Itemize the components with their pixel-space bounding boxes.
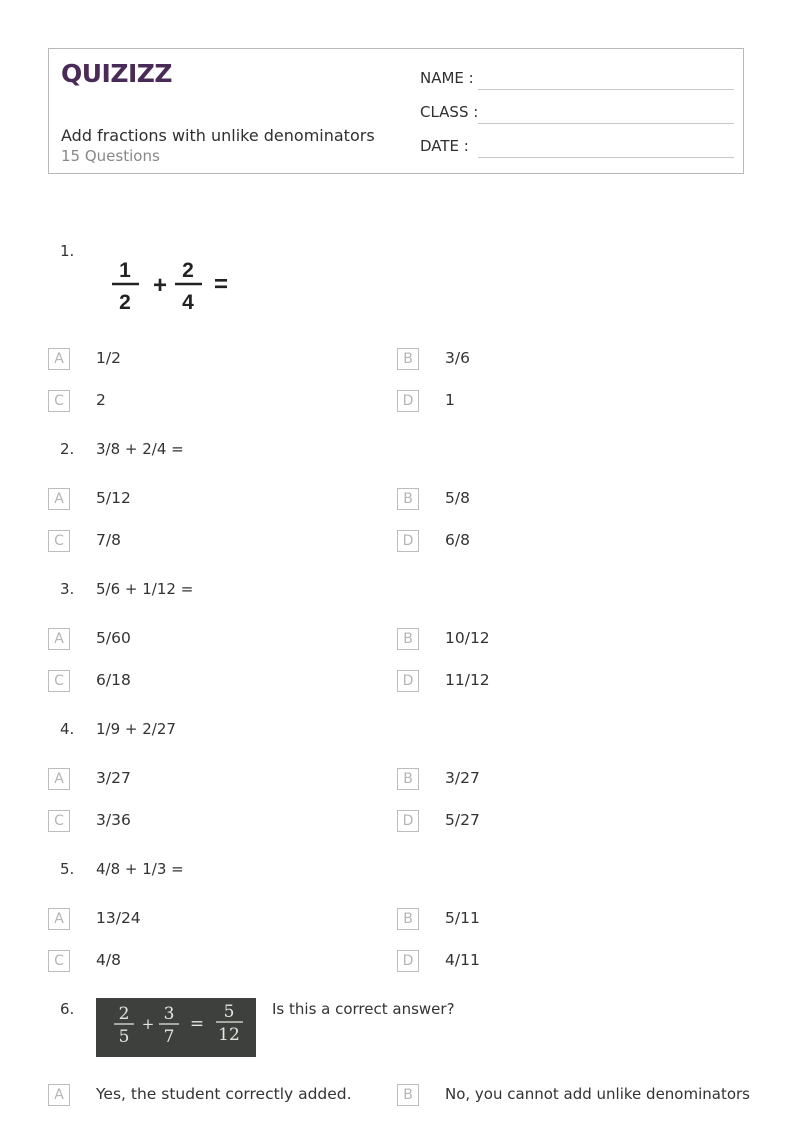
question-number: 2. <box>60 440 75 458</box>
question-number: 1. <box>60 242 75 260</box>
option-letter[interactable]: D <box>397 530 419 552</box>
question-number: 3. <box>60 580 75 598</box>
worksheet-title: Add fractions with unlike denominators <box>61 126 375 145</box>
question-count: 15 Questions <box>61 147 160 165</box>
option-text[interactable]: No, you cannot add unlike denominators <box>445 1085 750 1103</box>
option-letter[interactable]: D <box>397 810 419 832</box>
chalkboard-image <box>96 998 256 1057</box>
name-label: NAME : <box>420 69 474 87</box>
option-text[interactable]: 10/12 <box>445 629 490 647</box>
denominator-1: 2 <box>119 291 131 314</box>
option-text[interactable]: 1/2 <box>96 349 121 367</box>
option-text[interactable]: 2 <box>96 391 106 409</box>
question-number: 6. <box>60 1000 75 1018</box>
option-text[interactable]: 5/11 <box>445 909 480 927</box>
option-letter[interactable]: C <box>48 530 70 552</box>
chalk-denominator-3: 12 <box>218 1025 240 1045</box>
chalk-numerator-3: 5 <box>223 1002 235 1022</box>
question-text: Is this a correct answer? <box>272 1000 455 1018</box>
numerator-2: 2 <box>182 259 194 282</box>
option-text[interactable]: 3/6 <box>445 349 470 367</box>
option-letter[interactable]: C <box>48 810 70 832</box>
fraction-equation-image <box>108 257 238 315</box>
option-text[interactable]: 5/60 <box>96 629 131 647</box>
option-text[interactable]: 11/12 <box>445 671 490 689</box>
option-letter[interactable]: D <box>397 390 419 412</box>
option-letter[interactable]: A <box>48 628 70 650</box>
question-number: 4. <box>60 720 75 738</box>
option-text[interactable]: 1 <box>445 391 455 409</box>
chalk-equals: = <box>189 1014 205 1034</box>
question-text: 3/8 + 2/4 = <box>96 440 184 458</box>
chalk-plus: + <box>141 1015 155 1033</box>
option-letter[interactable]: A <box>48 768 70 790</box>
question-text: 5/6 + 1/12 = <box>96 580 194 598</box>
option-text[interactable]: 13/24 <box>96 909 141 927</box>
option-letter[interactable]: A <box>48 1084 70 1106</box>
option-text[interactable]: 4/8 <box>96 951 121 969</box>
worksheet-header <box>48 48 744 174</box>
date-label: DATE : <box>420 137 469 155</box>
option-letter[interactable]: B <box>397 488 419 510</box>
name-line <box>478 89 734 90</box>
option-letter[interactable]: B <box>397 768 419 790</box>
question-text: 1/9 + 2/27 <box>96 720 176 738</box>
chalk-numerator-1: 2 <box>118 1004 130 1024</box>
denominator-2: 4 <box>182 291 194 314</box>
chalk-numerator-2: 3 <box>163 1004 175 1024</box>
chalk-equation <box>96 998 256 1057</box>
option-letter[interactable]: B <box>397 908 419 930</box>
class-label: CLASS : <box>420 103 479 121</box>
date-line <box>478 157 734 158</box>
option-letter[interactable]: C <box>48 950 70 972</box>
option-letter[interactable]: A <box>48 348 70 370</box>
option-text[interactable]: 6/8 <box>445 531 470 549</box>
question-number: 5. <box>60 860 75 878</box>
option-letter[interactable]: B <box>397 348 419 370</box>
option-text[interactable]: 3/36 <box>96 811 131 829</box>
option-text[interactable]: 7/8 <box>96 531 121 549</box>
option-letter[interactable]: B <box>397 1084 419 1106</box>
plus-sign: + <box>152 272 168 299</box>
option-letter[interactable]: D <box>397 670 419 692</box>
chalk-denominator-2: 7 <box>163 1027 175 1047</box>
option-letter[interactable]: A <box>48 908 70 930</box>
option-letter[interactable]: B <box>397 628 419 650</box>
option-text[interactable]: 6/18 <box>96 671 131 689</box>
option-letter[interactable]: C <box>48 670 70 692</box>
chalk-denominator-1: 5 <box>118 1027 130 1047</box>
option-text[interactable]: 5/12 <box>96 489 131 507</box>
option-text[interactable]: 5/27 <box>445 811 480 829</box>
numerator-1: 1 <box>119 259 131 282</box>
option-letter[interactable]: C <box>48 390 70 412</box>
option-text[interactable]: 3/27 <box>445 769 480 787</box>
option-text[interactable]: 5/8 <box>445 489 470 507</box>
option-letter[interactable]: A <box>48 488 70 510</box>
option-text[interactable]: 3/27 <box>96 769 131 787</box>
question-text: 4/8 + 1/3 = <box>96 860 184 878</box>
option-text[interactable]: 4/11 <box>445 951 480 969</box>
quizizz-logo: QUIZIZZ <box>61 59 173 88</box>
option-letter[interactable]: D <box>397 950 419 972</box>
equals-sign: = <box>213 271 229 298</box>
class-line <box>478 123 734 124</box>
option-text[interactable]: Yes, the student correctly added. <box>96 1085 352 1103</box>
